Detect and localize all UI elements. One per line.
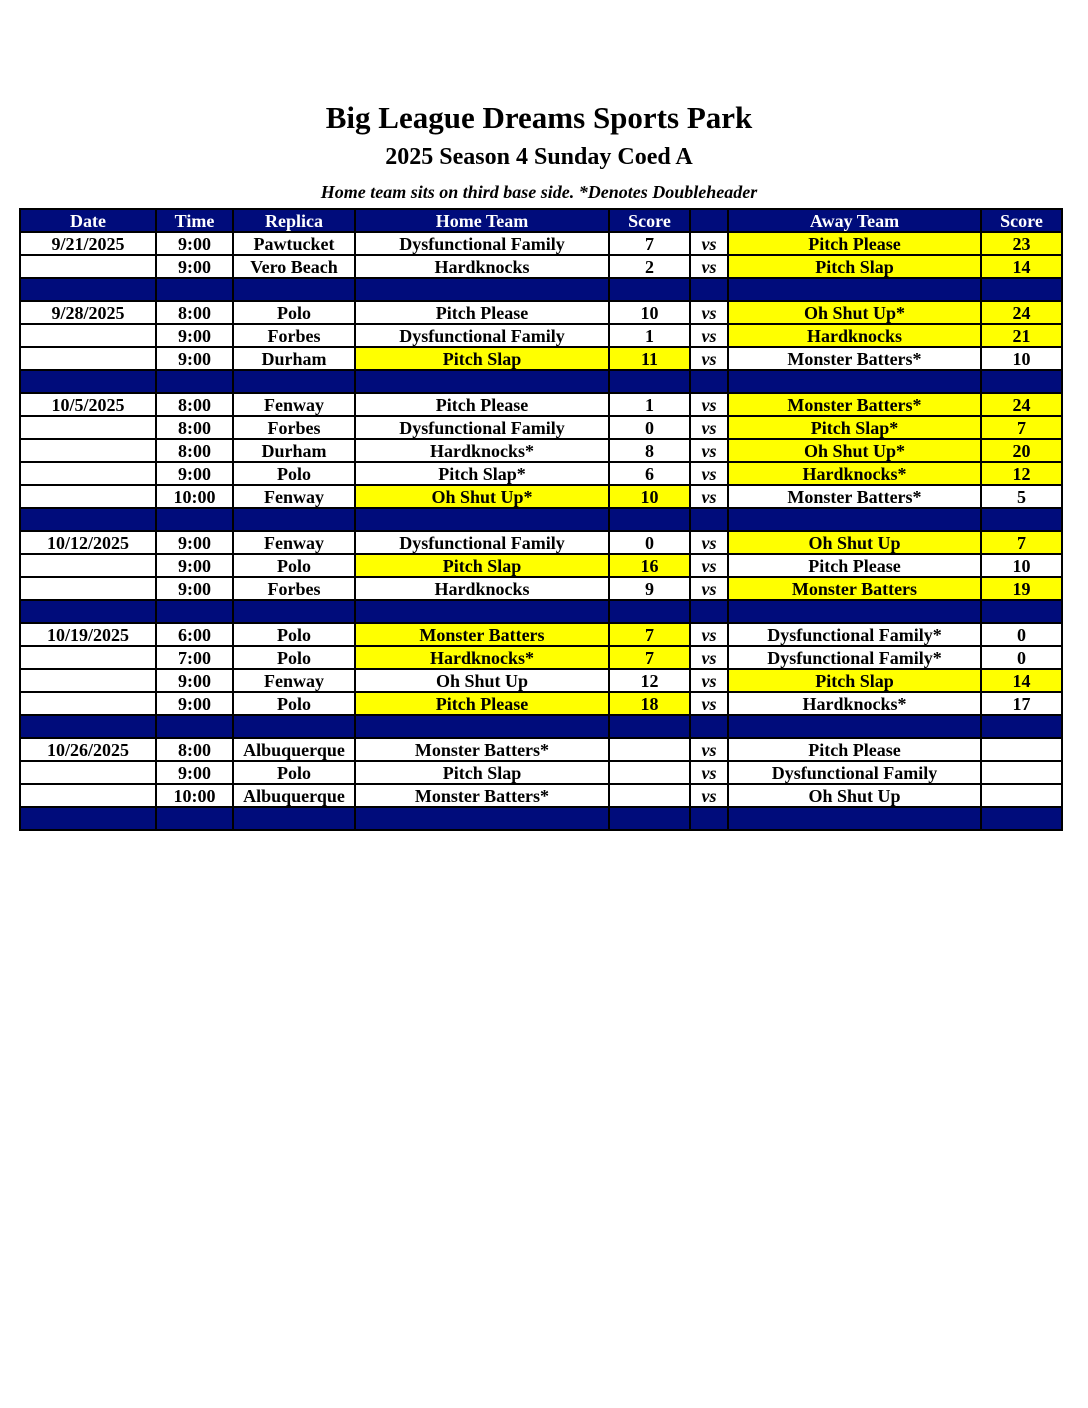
away-score-cell: 10 (981, 554, 1062, 577)
home-score-cell: 2 (609, 255, 690, 278)
game-row (20, 761, 1062, 784)
away-team-cell: Oh Shut Up* (728, 439, 981, 462)
date-cell: 10/19/2025 (20, 623, 156, 646)
replica-cell: Durham (233, 439, 355, 462)
home-score-cell: 16 (609, 554, 690, 577)
game-row (20, 462, 1062, 485)
week-separator-row (20, 278, 1062, 301)
separator-cell (690, 600, 728, 623)
away-score-cell: 14 (981, 669, 1062, 692)
home-team-cell: Pitch Please (355, 393, 609, 416)
away-score-cell: 10 (981, 347, 1062, 370)
home-team-cell: Pitch Please (355, 301, 609, 324)
away-score-cell (981, 761, 1062, 784)
away-score-cell (981, 784, 1062, 807)
separator-cell (690, 807, 728, 830)
replica-cell: Polo (233, 692, 355, 715)
game-row (20, 738, 1062, 761)
time-cell: 10:00 (156, 485, 233, 508)
vs-cell: vs (690, 462, 728, 485)
game-row (20, 324, 1062, 347)
date-cell (20, 416, 156, 439)
replica-cell: Forbes (233, 416, 355, 439)
replica-cell: Fenway (233, 669, 355, 692)
separator-cell (981, 715, 1062, 738)
away-team-cell: Dysfunctional Family* (728, 623, 981, 646)
date-cell: 9/28/2025 (20, 301, 156, 324)
home-score-cell: 7 (609, 232, 690, 255)
home-team-cell: Dysfunctional Family (355, 531, 609, 554)
separator-cell (355, 370, 609, 393)
away-team-cell: Pitch Please (728, 554, 981, 577)
date-cell: 10/26/2025 (20, 738, 156, 761)
separator-cell (728, 715, 981, 738)
separator-cell (981, 600, 1062, 623)
home-team-cell: Dysfunctional Family (355, 416, 609, 439)
separator-cell (609, 715, 690, 738)
vs-cell: vs (690, 738, 728, 761)
away-score-cell: 20 (981, 439, 1062, 462)
col-header-replica: Replica (233, 209, 355, 232)
away-team-cell: Dysfunctional Family (728, 761, 981, 784)
vs-cell: vs (690, 232, 728, 255)
vs-cell: vs (690, 692, 728, 715)
separator-cell (609, 807, 690, 830)
game-row (20, 646, 1062, 669)
game-row (20, 531, 1062, 554)
away-team-cell: Hardknocks (728, 324, 981, 347)
vs-cell: vs (690, 485, 728, 508)
game-row (20, 416, 1062, 439)
home-team-cell: Pitch Slap (355, 347, 609, 370)
time-cell: 9:00 (156, 232, 233, 255)
separator-cell (728, 278, 981, 301)
time-cell: 9:00 (156, 255, 233, 278)
home-team-cell: Pitch Please (355, 692, 609, 715)
replica-cell: Fenway (233, 531, 355, 554)
separator-cell (233, 278, 355, 301)
game-row (20, 255, 1062, 278)
week-separator-row (20, 508, 1062, 531)
vs-cell: vs (690, 347, 728, 370)
away-score-cell: 5 (981, 485, 1062, 508)
away-team-cell: Monster Batters* (728, 393, 981, 416)
away-score-cell: 0 (981, 623, 1062, 646)
vs-cell: vs (690, 393, 728, 416)
date-cell (20, 554, 156, 577)
home-team-cell: Pitch Slap* (355, 462, 609, 485)
date-cell (20, 324, 156, 347)
col-header-away-score: Score (981, 209, 1062, 232)
home-team-cell: Oh Shut Up* (355, 485, 609, 508)
separator-cell (728, 600, 981, 623)
page-subtitle: 2025 Season 4 Sunday Coed A (385, 144, 693, 170)
away-team-cell: Dysfunctional Family* (728, 646, 981, 669)
replica-cell: Fenway (233, 393, 355, 416)
game-row (20, 623, 1062, 646)
separator-cell (355, 278, 609, 301)
vs-cell: vs (690, 669, 728, 692)
vs-cell: vs (690, 301, 728, 324)
home-score-cell (609, 784, 690, 807)
time-cell: 9:00 (156, 324, 233, 347)
date-cell (20, 255, 156, 278)
date-cell (20, 692, 156, 715)
home-score-cell: 0 (609, 531, 690, 554)
separator-cell (233, 600, 355, 623)
week-separator-row (20, 715, 1062, 738)
schedule-body (20, 232, 1062, 830)
separator-cell (690, 508, 728, 531)
away-score-cell: 14 (981, 255, 1062, 278)
away-team-cell: Oh Shut Up (728, 784, 981, 807)
home-score-cell: 1 (609, 324, 690, 347)
away-score-cell: 24 (981, 301, 1062, 324)
time-cell: 8:00 (156, 416, 233, 439)
home-team-cell: Hardknocks (355, 577, 609, 600)
separator-cell (981, 807, 1062, 830)
game-row (20, 347, 1062, 370)
week-separator-row (20, 370, 1062, 393)
game-row (20, 301, 1062, 324)
vs-cell: vs (690, 531, 728, 554)
away-team-cell: Pitch Slap (728, 255, 981, 278)
separator-cell (20, 600, 156, 623)
time-cell: 9:00 (156, 554, 233, 577)
week-separator-row (20, 600, 1062, 623)
separator-cell (609, 370, 690, 393)
home-team-cell: Hardknocks* (355, 439, 609, 462)
home-team-cell: Oh Shut Up (355, 669, 609, 692)
away-team-cell: Pitch Slap* (728, 416, 981, 439)
separator-cell (156, 600, 233, 623)
home-score-cell (609, 761, 690, 784)
vs-cell: vs (690, 416, 728, 439)
home-score-cell: 1 (609, 393, 690, 416)
away-score-cell: 23 (981, 232, 1062, 255)
home-score-cell: 8 (609, 439, 690, 462)
col-header-home-team: Home Team (355, 209, 609, 232)
separator-cell (233, 807, 355, 830)
away-score-cell: 7 (981, 416, 1062, 439)
game-row (20, 554, 1062, 577)
replica-cell: Fenway (233, 485, 355, 508)
header-row (20, 209, 1062, 232)
time-cell: 10:00 (156, 784, 233, 807)
date-cell: 10/12/2025 (20, 531, 156, 554)
separator-cell (355, 508, 609, 531)
vs-cell: vs (690, 784, 728, 807)
home-team-cell: Monster Batters* (355, 784, 609, 807)
col-header-time: Time (156, 209, 233, 232)
separator-cell (690, 715, 728, 738)
home-team-cell: Hardknocks* (355, 646, 609, 669)
vs-cell: vs (690, 324, 728, 347)
separator-cell (355, 600, 609, 623)
separator-cell (233, 370, 355, 393)
time-cell: 9:00 (156, 692, 233, 715)
home-team-cell: Monster Batters (355, 623, 609, 646)
date-cell (20, 347, 156, 370)
col-header-vs (690, 209, 728, 232)
home-score-cell: 10 (609, 485, 690, 508)
game-row (20, 485, 1062, 508)
date-cell (20, 439, 156, 462)
away-score-cell (981, 738, 1062, 761)
separator-cell (20, 508, 156, 531)
home-team-cell: Pitch Slap (355, 761, 609, 784)
separator-cell (156, 715, 233, 738)
home-score-cell: 11 (609, 347, 690, 370)
time-cell: 9:00 (156, 531, 233, 554)
away-team-cell: Hardknocks* (728, 462, 981, 485)
away-team-cell: Oh Shut Up (728, 531, 981, 554)
col-header-date: Date (20, 209, 156, 232)
separator-cell (156, 807, 233, 830)
separator-cell (156, 278, 233, 301)
time-cell: 9:00 (156, 669, 233, 692)
home-score-cell: 10 (609, 301, 690, 324)
date-cell (20, 669, 156, 692)
vs-cell: vs (690, 554, 728, 577)
away-team-cell: Oh Shut Up* (728, 301, 981, 324)
away-score-cell: 21 (981, 324, 1062, 347)
separator-cell (20, 807, 156, 830)
home-score-cell: 7 (609, 646, 690, 669)
time-cell: 9:00 (156, 761, 233, 784)
replica-cell: Vero Beach (233, 255, 355, 278)
separator-cell (355, 715, 609, 738)
separator-cell (981, 278, 1062, 301)
separator-cell (609, 278, 690, 301)
time-cell: 8:00 (156, 301, 233, 324)
away-team-cell: Monster Batters (728, 577, 981, 600)
replica-cell: Polo (233, 554, 355, 577)
separator-cell (156, 508, 233, 531)
date-cell (20, 761, 156, 784)
away-score-cell: 24 (981, 393, 1062, 416)
date-cell (20, 646, 156, 669)
game-row (20, 393, 1062, 416)
separator-cell (609, 600, 690, 623)
date-cell (20, 462, 156, 485)
away-team-cell: Hardknocks* (728, 692, 981, 715)
away-score-cell: 19 (981, 577, 1062, 600)
week-separator-row (20, 807, 1062, 830)
time-cell: 7:00 (156, 646, 233, 669)
date-cell (20, 577, 156, 600)
separator-cell (20, 278, 156, 301)
home-team-cell: Pitch Slap (355, 554, 609, 577)
time-cell: 8:00 (156, 439, 233, 462)
away-team-cell: Monster Batters* (728, 485, 981, 508)
home-score-cell (609, 738, 690, 761)
vs-cell: vs (690, 577, 728, 600)
time-cell: 8:00 (156, 393, 233, 416)
home-score-cell: 0 (609, 416, 690, 439)
separator-cell (728, 508, 981, 531)
separator-cell (20, 715, 156, 738)
away-score-cell: 17 (981, 692, 1062, 715)
replica-cell: Forbes (233, 324, 355, 347)
away-team-cell: Pitch Slap (728, 669, 981, 692)
game-row (20, 232, 1062, 255)
time-cell: 8:00 (156, 738, 233, 761)
date-cell: 10/5/2025 (20, 393, 156, 416)
date-cell: 9/21/2025 (20, 232, 156, 255)
home-score-cell: 18 (609, 692, 690, 715)
vs-cell: vs (690, 623, 728, 646)
replica-cell: Albuquerque (233, 784, 355, 807)
separator-cell (728, 370, 981, 393)
game-row (20, 577, 1062, 600)
date-cell (20, 485, 156, 508)
col-header-home-score: Score (609, 209, 690, 232)
replica-cell: Polo (233, 761, 355, 784)
away-team-cell: Pitch Please (728, 232, 981, 255)
vs-cell: vs (690, 439, 728, 462)
separator-cell (156, 370, 233, 393)
time-cell: 9:00 (156, 462, 233, 485)
separator-cell (20, 370, 156, 393)
separator-cell (609, 508, 690, 531)
away-score-cell: 0 (981, 646, 1062, 669)
time-cell: 6:00 (156, 623, 233, 646)
separator-cell (728, 807, 981, 830)
replica-cell: Pawtucket (233, 232, 355, 255)
schedule-table (19, 208, 1063, 831)
separator-cell (981, 508, 1062, 531)
replica-cell: Durham (233, 347, 355, 370)
separator-cell (690, 278, 728, 301)
home-score-cell: 9 (609, 577, 690, 600)
separator-cell (690, 370, 728, 393)
col-header-away-team: Away Team (728, 209, 981, 232)
replica-cell: Polo (233, 462, 355, 485)
separator-cell (355, 807, 609, 830)
home-team-cell: Dysfunctional Family (355, 232, 609, 255)
away-score-cell: 7 (981, 531, 1062, 554)
schedule-note: Home team sits on third base side. *Denotes Doubleheader (320, 182, 758, 202)
home-score-cell: 12 (609, 669, 690, 692)
game-row (20, 692, 1062, 715)
home-team-cell: Hardknocks (355, 255, 609, 278)
separator-cell (981, 370, 1062, 393)
game-row (20, 669, 1062, 692)
date-cell (20, 784, 156, 807)
time-cell: 9:00 (156, 577, 233, 600)
home-score-cell: 6 (609, 462, 690, 485)
away-team-cell: Pitch Please (728, 738, 981, 761)
vs-cell: vs (690, 646, 728, 669)
home-score-cell: 7 (609, 623, 690, 646)
away-team-cell: Monster Batters* (728, 347, 981, 370)
game-row (20, 439, 1062, 462)
separator-cell (233, 508, 355, 531)
home-team-cell: Monster Batters* (355, 738, 609, 761)
vs-cell: vs (690, 255, 728, 278)
replica-cell: Polo (233, 646, 355, 669)
game-row (20, 784, 1062, 807)
page-title: Big League Dreams Sports Park (325, 100, 753, 135)
replica-cell: Albuquerque (233, 738, 355, 761)
time-cell: 9:00 (156, 347, 233, 370)
replica-cell: Polo (233, 623, 355, 646)
home-team-cell: Dysfunctional Family (355, 324, 609, 347)
replica-cell: Forbes (233, 577, 355, 600)
away-score-cell: 12 (981, 462, 1062, 485)
replica-cell: Polo (233, 301, 355, 324)
separator-cell (233, 715, 355, 738)
vs-cell: vs (690, 761, 728, 784)
